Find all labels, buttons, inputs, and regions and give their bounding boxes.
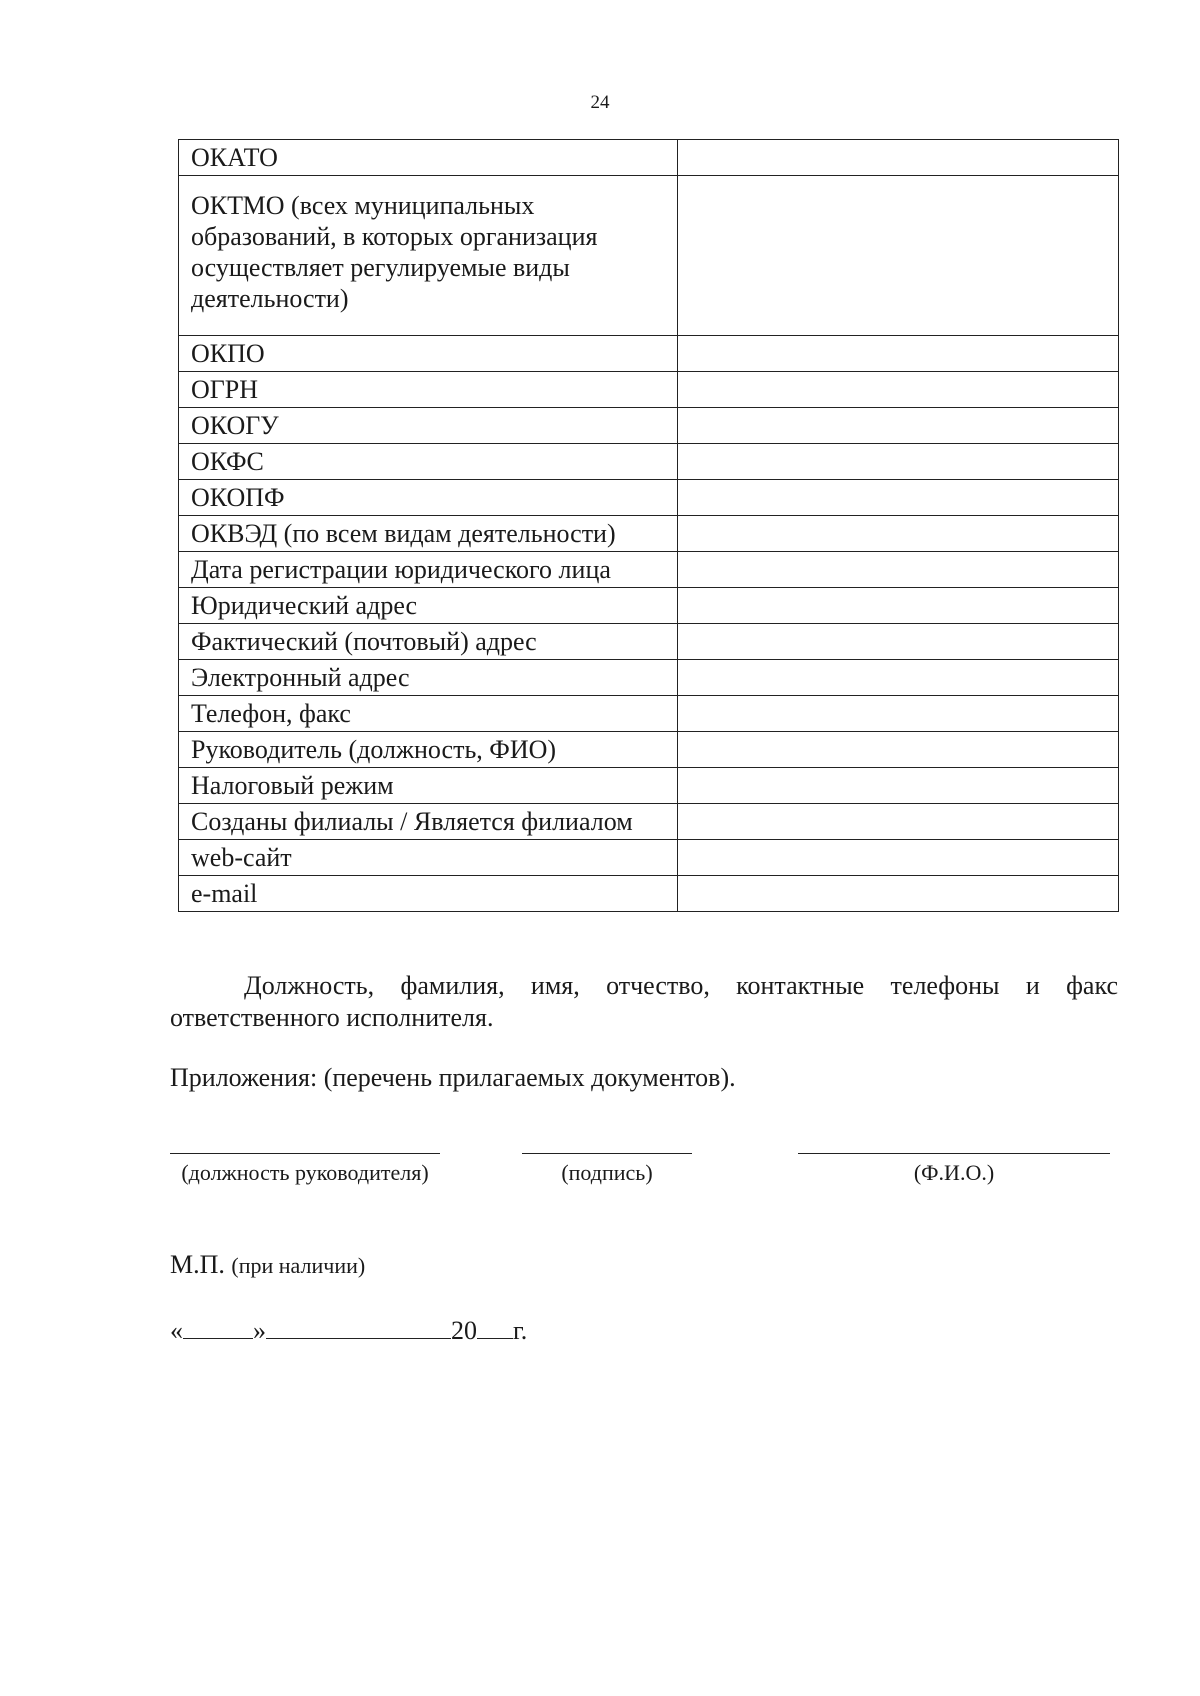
row-value-phone-fax[interactable] — [678, 696, 1119, 732]
stamp-note: (при наличии) — [231, 1253, 366, 1278]
position-signature-line[interactable] — [170, 1153, 440, 1154]
row-label-okogu: ОКОГУ — [179, 408, 678, 444]
table-row — [179, 624, 1119, 660]
table-row — [179, 480, 1119, 516]
row-label-okfs: ОКФС — [179, 444, 678, 480]
table-row — [179, 516, 1119, 552]
stamp-label: М.П. — [170, 1250, 225, 1279]
table-row — [179, 140, 1119, 176]
signature-label: (подпись) — [561, 1160, 653, 1185]
row-value-oktmo[interactable] — [678, 176, 1119, 336]
year-blank[interactable] — [477, 1314, 513, 1339]
row-label-registration-date: Дата регистрации юридического лица — [179, 552, 678, 588]
organization-details-table — [178, 139, 1119, 912]
day-blank[interactable] — [183, 1314, 253, 1339]
row-label-electronic-address: Электронный адрес — [179, 660, 678, 696]
row-value-postal-address[interactable] — [678, 624, 1119, 660]
page-number: 24 — [590, 92, 610, 113]
row-value-branches[interactable] — [678, 804, 1119, 840]
row-value-tax-regime[interactable] — [678, 768, 1119, 804]
row-label-phone-fax: Телефон, факс — [179, 696, 678, 732]
stamp-place — [170, 1250, 365, 1280]
date-line — [170, 1314, 527, 1346]
month-blank[interactable] — [266, 1314, 451, 1339]
row-label-email: e-mail — [179, 876, 678, 912]
row-label-tax-regime: Налоговый режим — [179, 768, 678, 804]
row-value-legal-address[interactable] — [678, 588, 1119, 624]
row-label-director: Руководитель (должность, ФИО) — [179, 732, 678, 768]
table-row — [179, 660, 1119, 696]
row-label-website: web-сайт — [179, 840, 678, 876]
contact-paragraph: Должность, фамилия, имя, отчество, контактные телефоны и факс ответственного исполнителя. — [170, 971, 1118, 1032]
table-row — [179, 840, 1119, 876]
date-open-quote: « — [170, 1316, 183, 1345]
table-row — [179, 696, 1119, 732]
year-prefix: 20 — [451, 1316, 477, 1345]
row-value-okato[interactable] — [678, 140, 1119, 176]
table-row — [179, 804, 1119, 840]
row-label-okpo: ОКПО — [179, 336, 678, 372]
row-value-okopf[interactable] — [678, 480, 1119, 516]
table-row — [179, 732, 1119, 768]
row-label-legal-address: Юридический адрес — [179, 588, 678, 624]
row-value-email[interactable] — [678, 876, 1119, 912]
row-value-ogrn[interactable] — [678, 372, 1119, 408]
row-value-okfs[interactable] — [678, 444, 1119, 480]
position-label: (должность руководителя) — [181, 1160, 429, 1185]
row-label-okato: ОКАТО — [179, 140, 678, 176]
table-row — [179, 336, 1119, 372]
table-row — [179, 876, 1119, 912]
table-row — [179, 372, 1119, 408]
row-label-ogrn: ОГРН — [179, 372, 678, 408]
date-close-quote: » — [253, 1316, 266, 1345]
row-label-okved: ОКВЭД (по всем видам деятельности) — [179, 516, 678, 552]
row-value-registration-date[interactable] — [678, 552, 1119, 588]
appendix-paragraph: Приложения: (перечень прилагаемых документов). — [170, 1063, 736, 1092]
row-label-postal-address: Фактический (почтовый) адрес — [179, 624, 678, 660]
table-row — [179, 552, 1119, 588]
row-value-okogu[interactable] — [678, 408, 1119, 444]
row-value-website[interactable] — [678, 840, 1119, 876]
table-row — [179, 588, 1119, 624]
row-label-oktmo: ОКТМО (всех муниципальных образований, в которых организация осуществляет регулируемые виды деятельности) — [179, 176, 678, 336]
name-signature-line[interactable] — [798, 1153, 1110, 1154]
row-value-okpo[interactable] — [678, 336, 1119, 372]
table-row — [179, 176, 1119, 336]
year-suffix: г. — [513, 1316, 528, 1345]
row-value-okved[interactable] — [678, 516, 1119, 552]
name-label: (Ф.И.О.) — [913, 1160, 995, 1185]
row-label-okopf: ОКОПФ — [179, 480, 678, 516]
table-row — [179, 408, 1119, 444]
signature-line[interactable] — [522, 1153, 692, 1154]
table-row — [179, 768, 1119, 804]
row-value-electronic-address[interactable] — [678, 660, 1119, 696]
row-label-branches: Созданы филиалы / Является филиалом — [179, 804, 678, 840]
row-value-director[interactable] — [678, 732, 1119, 768]
table-row — [179, 444, 1119, 480]
